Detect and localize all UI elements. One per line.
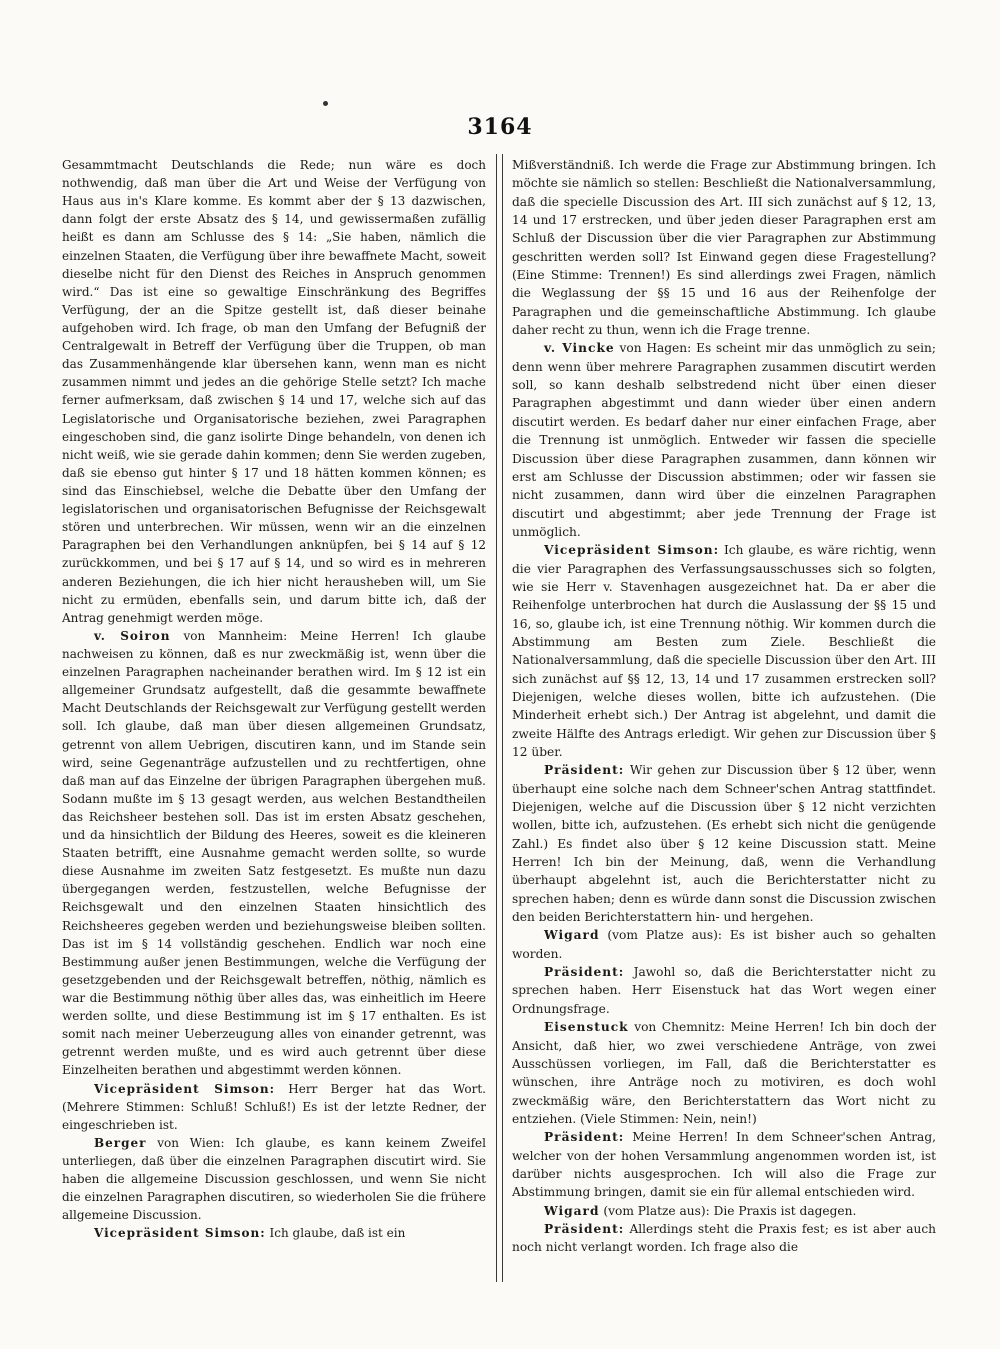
text-paragraph: [512, 156, 936, 339]
speaker-origin: von Mannheim:: [183, 628, 288, 643]
paragraph-text: Gesammtmacht Deutschlands die Rede; nun wäre es doch nothwendig, daß man über die Art und Weise der Verfügung von Haus aus in's Klare komme. Es kommt aber der § 13 dazwischen, dann folgt der erste Absatz des § 14, und gewissermaßen zufällig heißt es dann am Schlusse des § 14: „Sie haben, nämlich die einzelnen Staaten, die Verfügung über ihre bewaffnete Macht, soweit dieselbe nicht für den Dienst des Reiches in Anspruch genommen wird.“ Das ist eine so gewaltige Einschränkung des Begriffes Verfügung, der an die Spitze gestellt ist, daß dieser beinahe aufgehoben wird. Ich frage, ob man den Umfang der Befugniß der Centralgewalt in Betreff der Verfügung über die Truppen, ob man das Zusammenhängende klar übersehen kann, wenn man es nicht zusammen nimmt und jedes an die gehörige Stelle setzt? Ich mache ferner aufmerksam, daß zwischen § 14 und 17, welche sich auf das Legislatorische und Organisatorische beziehen, zwei Paragraphen eingeschoben sind, die ganz isolirte Dinge behandeln, von denen ich nicht weiß, wie sie gerade dahin kommen; denn Sie werden zugeben, daß sie ebenso gut hinter § 17 und 18 hätten kommen können; es sind das Einschiebsel, welche die Debatte über den Umfang der legislatorischen und organisatorischen Befugnisse der Reichsgewalt stören und unterbrechen. Wir müssen, wenn wir an die einzelnen Paragraphen bei den Verhandlungen anknüpfen, bei § 14 auf § 12 zurückkommen, und bei § 17 auf § 14, und so wird es in mehreren anderen Beziehungen, die ich hier nicht herausheben will, um Sie nicht zu ermüden, ebenfalls sein, und darum bitte ich, daß der Antrag genehmigt werden möge.: [62, 158, 486, 625]
speaker-origin: (vom Platze aus):: [603, 1203, 710, 1218]
speech-paragraph: [512, 1220, 936, 1257]
paragraph-text: Mißverständniß. Ich werde die Frage zur Abstimmung bringen. Ich möchte sie nämlich so stellen: Beschließt die Nationalversammlung, daß die specielle Discussion des Art. III sich zunächst auf § 12, 13, 14 und 17 erstrecken, und über jeden dieser Paragraphen erst am Schluß der Discussion über die vier Paragraphen zur Abstimmung geschritten werden soll? Ist Einwand gegen diese Fragestellung? (Eine Stimme: Trennen!) Es sind allerdings zwei Fragen, nämlich die Weglassung der §§ 15 und 16 aus der Reihenfolge der Paragraphen und die gemeinschaftliche Abstimmung. Ich glaube daher recht zu thun, wenn ich die Frage trenne.: [512, 158, 936, 338]
speech-paragraph: [512, 1018, 936, 1128]
speech-paragraph: [62, 1134, 486, 1225]
speaker-name: Präsident:: [544, 763, 625, 778]
speaker-name: v. Vincke: [544, 341, 615, 356]
paragraph-text: Es ist bisher auch so gehalten worden.: [512, 928, 936, 961]
speaker-name: Präsident:: [544, 1130, 625, 1145]
speech-paragraph: [512, 339, 936, 541]
speech-paragraph: [62, 1224, 486, 1242]
left-column: [62, 156, 486, 1243]
speaker-name: Berger: [94, 1135, 147, 1150]
column-divider: [496, 154, 503, 1282]
paragraph-text: Ich glaube, daß ist ein: [269, 1226, 406, 1241]
speech-paragraph: [512, 963, 936, 1018]
speaker-origin: von Hagen:: [619, 341, 692, 356]
paragraph-text: Allerdings steht die Praxis fest; es ist aber auch noch nicht verlangt worden. Ich frage also die: [512, 1221, 936, 1255]
speech-paragraph: [512, 761, 936, 926]
speech-paragraph: [62, 627, 486, 1080]
speaker-origin: von Wien:: [157, 1135, 225, 1150]
speaker-name: Vicepräsident Simson:: [544, 543, 720, 558]
paragraph-text: Jawohl so, daß die Berichterstatter nicht zu sprechen haben. Herr Eisenstuck hat das Wort wegen einer Ordnungsfrage.: [512, 965, 936, 1016]
ink-speck: [323, 101, 328, 106]
speech-paragraph: [512, 926, 936, 963]
paragraph-text: Meine Herren! Ich glaube nachweisen zu können, daß es nur zweckmäßig ist, wenn über die einzelnen Paragraphen nacheinander berathen wird. Im § 12 ist ein allgemeiner Grundsatz aufgestellt, daß die gesammte bewaffnete Macht Deutschlands der Reichsgewalt zur Verfügung gestellt werden soll. Ich glaube, daß man über diesen allgemeinen Grundsatz, getrennt von allem Uebrigen, discutiren kann, und im Stande sein wird, seine Gegenanträge aufzustellen und zu rechtfertigen, ohne daß man auf das Einzelne der übrigen Paragraphen übergehen muß. Sodann mußte im § 13 gesagt werden, aus welchen Bestandtheilen das Reichsheer bestehen soll. Das ist im ersten Absatz geschehen, und da hinsichtlich der Bildung des Heeres, soweit es die kleineren Staaten betrifft, eine Ausnahme gemacht werden sollte, so wurde diese Ausnahme im zweiten Satz festgesetzt. Es mußte nun dazu übergegangen werden, festzustellen, welche Befugnisse der Reichsgewalt und den einzelnen Staaten hinsichtlich des Reichsheeres gegeben werden und beziehungsweise bleiben sollten. Das ist im § 14 vollständig geschehen. Endlich war noch eine Bestimmung außer jenen Bestimmungen, welche die Verfügung der gesetzgebenden und der Reichsgewalt betreffen, nöthig, nämlich es war die Bestimmung nöthig über alles das, was einheitlich im Heere werden sollte, und diese Bestimmung ist im § 17 enthalten. Es ist somit nach meiner Ueberzeugung alles von einander getrennt, was getrennt werden mußte, und es wird auch getrennt über diese Einzelheiten berathen und abgestimmt werden können.: [62, 628, 486, 1078]
speaker-origin: (vom Platze aus):: [607, 928, 722, 943]
speech-paragraph: [62, 1080, 486, 1134]
paragraph-text: Ich glaube, es wäre richtig, wenn die vier Paragraphen des Verfassungsausschusses sich so folgten, wie sie Herr v. Stavenhagen ausgezeichnet hat. Da er aber die Reihenfolge unterbrochen hat durch die Auslassung der §§ 15 und 16, so, glaube ich, ist eine Trennung nöthig. Wir kommen durch die Abstimmung am Besten zum Ziele. Beschließt die Nationalversammlung, daß die specielle Discussion über den Art. III sich zunächst auf §§ 12, 13, 14 und 17 zusammen erstrecken soll? Diejenigen, welche dieses wollen, bitte ich aufzustehen. (Die Minderheit erhebt sich.) Der Antrag ist abgelehnt, und damit die zweite Hälfte des Antrags erledigt. Wir gehen zur Discussion über § 12 über.: [512, 543, 936, 759]
speech-paragraph: [512, 541, 936, 761]
speaker-name: Wigard: [544, 928, 600, 943]
speech-paragraph: [512, 1128, 936, 1201]
paragraph-text: Ich glaube, es kann keinem Zweifel unterliegen, daß über die einzelnen Paragraphen discutirt wird. Sie haben die allgemeine Discussion geschlossen, und wenn Sie nicht die einzelnen Paragraphen discutiren, so wiederholen Sie die frühere allgemeine Discussion.: [62, 1135, 486, 1223]
speaker-origin: von Chemnitz:: [634, 1020, 725, 1035]
right-column: [512, 156, 936, 1257]
page-number: 3164: [467, 114, 533, 140]
speaker-name: Eisenstuck: [544, 1020, 629, 1035]
text-paragraph: [62, 156, 486, 627]
speaker-name: Präsident:: [544, 1221, 625, 1236]
paragraph-text: Es scheint mir das unmöglich zu sein; denn wenn über mehrere Paragraphen zusammen discutirt werden soll, so kann deshalb selbstredend nicht über einen dieser Paragraphen abgestimmt und dann wieder über einen andern discutirt werden. Es bedarf daher nur einer einfachen Frage, aber die Trennung ist unmöglich. Entweder wir fassen die specielle Discussion über diese Paragraphen zusammen, dann können wir erst am Schlusse der Discussion abstimmen; oder wir fassen sie nicht zusammen, dann wird über die einzelnen Paragraphen discutirt und abgestimmt; aber jede Trennung der Frage ist unmöglich.: [512, 341, 936, 539]
paragraph-text: Herr Berger hat das Wort. (Mehrere Stimmen: Schluß! Schluß!) Es ist der letzte Redner, der eingeschrieben ist.: [62, 1081, 486, 1132]
speaker-name: Vicepräsident Simson:: [94, 1081, 276, 1096]
speaker-name: v. Soiron: [94, 628, 171, 643]
paragraph-text: Die Praxis ist dagegen.: [713, 1203, 857, 1218]
paragraph-text: Meine Herren! In dem Schneer'schen Antrag, welcher von der hohen Versammlung angenommen worden ist, ist darüber nichts ausgesprochen. Ich will also die Frage zur Abstimmung bringen, damit sie ein für allemal entschieden wird.: [512, 1130, 936, 1200]
speaker-name: Wigard: [544, 1203, 600, 1218]
speaker-name: Präsident:: [544, 965, 625, 980]
speaker-name: Vicepräsident Simson:: [94, 1226, 266, 1241]
speech-paragraph: [512, 1202, 936, 1220]
paragraph-text: Meine Herren! Ich bin doch der Ansicht, daß hier, wo zwei verschiedene Anträge, von zwei Ausschüssen vorliegen, im Fall, daß die Berichterstatter es wünschen, ihre Anträge noch zu motiviren, es doch wohl zweckmäßig wäre, den Berichterstattern das Wort nicht zu entziehen. (Viele Stimmen: Nein, nein!): [512, 1020, 937, 1126]
paragraph-text: Wir gehen zur Discussion über § 12 über, wenn überhaupt eine solche nach dem Schneer'schen Antrag stattfindet. Diejenigen, welche auf die Discussion über § 12 nicht verzichten wollen, bitte ich, aufzustehen. (Es erhebt sich nicht die genügende Zahl.) Es findet also über § 12 keine Discussion statt. Meine Herren! Ich bin der Meinung, daß, wenn die Verhandlung überhaupt abgelehnt ist, auch die Berichterstatter nicht zu sprechen haben; denn es würde dann sonst die Discussion zwischen den beiden Berichterstattern hin- und hergehen.: [512, 763, 937, 925]
